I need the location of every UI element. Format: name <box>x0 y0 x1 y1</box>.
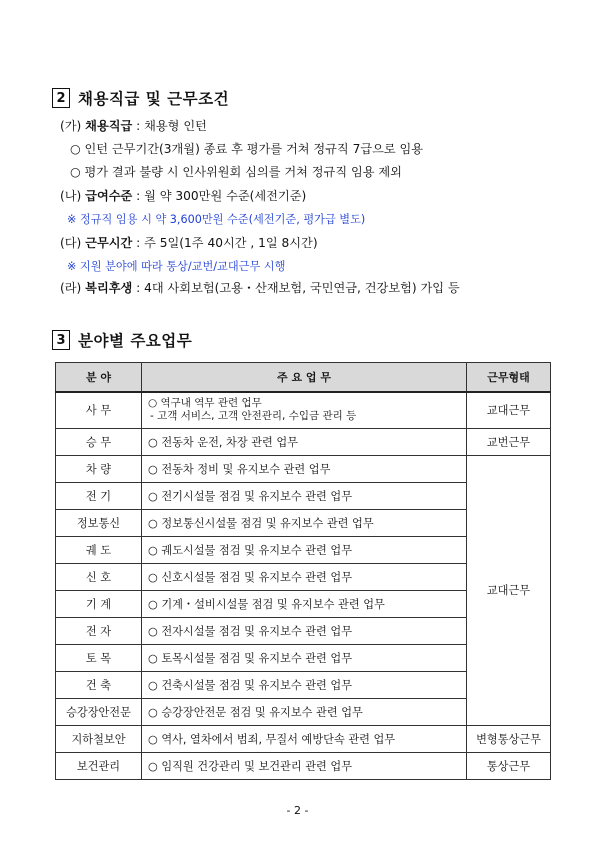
item-b: (나) 급여수준 : 월 약 300만원 수준(세전기준) <box>60 189 307 203</box>
section-number: 2 <box>52 88 70 108</box>
table-row <box>56 725 551 752</box>
item-c-note: ※ 지원 분야에 따라 통상/교번/교대근무 시행 <box>67 260 286 273</box>
task-cell: ○ 토목시설물 점검 및 유지보수 관련 업무 <box>142 644 467 671</box>
section-number: 3 <box>52 330 70 350</box>
section-title: 분야별 주요업무 <box>78 332 193 350</box>
page-number: - 2 - <box>286 804 309 817</box>
field-cell: 차 량 <box>56 455 142 482</box>
item-a-bullet-1: ○ 인턴 근무기간(3개월) 종료 후 평가를 거쳐 정규직 7급으로 임용 <box>70 142 424 156</box>
task-sub: - 고객 서비스, 고객 안전관리, 수입금 관리 등 <box>150 410 357 423</box>
field-cell: 궤 도 <box>56 536 142 563</box>
work-cell: 교대근무 <box>467 455 551 725</box>
item-d-label: 복리후생 <box>85 281 133 295</box>
field-cell: 사 무 <box>56 392 142 428</box>
task-cell: ○ 역구내 역무 관련 업무 - 고객 서비스, 고객 안전관리, 수입금 관리 등 <box>142 392 467 428</box>
table-header-row <box>56 363 551 393</box>
section-2-heading <box>52 87 229 109</box>
field-cell: 전 자 <box>56 617 142 644</box>
task-cell: ○ 전동차 운전, 차장 관련 업무 <box>142 428 467 455</box>
header-task: 주 요 업 무 <box>142 363 467 393</box>
table-row <box>56 428 551 455</box>
item-c: (다) 근무시간 : 주 5일(1주 40시간 , 1일 8시간) <box>60 236 318 250</box>
task-cell: ○ 승강장안전문 점검 및 유지보수 관련 업무 <box>142 698 467 725</box>
task-cell: ○ 전자시설물 점검 및 유지보수 관련 업무 <box>142 617 467 644</box>
table-row <box>56 752 551 779</box>
task-cell: ○ 건축시설물 점검 및 유지보수 관련 업무 <box>142 671 467 698</box>
section-title: 채용직급 및 근무조건 <box>78 90 230 108</box>
work-cell: 교대근무 <box>467 392 551 428</box>
field-cell: 전 기 <box>56 482 142 509</box>
task-cell: ○ 신호시설물 점검 및 유지보수 관련 업무 <box>142 563 467 590</box>
work-cell: 교번근무 <box>467 428 551 455</box>
field-cell: 승 무 <box>56 428 142 455</box>
field-cell: 건 축 <box>56 671 142 698</box>
field-cell: 승강장안전문 <box>56 698 142 725</box>
field-cell: 정보통신 <box>56 509 142 536</box>
section-3-heading <box>52 329 192 351</box>
item-b-label: 급여수준 <box>85 189 133 203</box>
task-cell: ○ 임직원 건강관리 및 보건관리 관련 업무 <box>142 752 467 779</box>
work-cell: 변형통상근무 <box>467 725 551 752</box>
item-a-bullet-2: ○ 평가 결과 불량 시 인사위원회 심의를 거쳐 정규직 임용 제외 <box>70 165 402 179</box>
duties-table <box>55 362 551 780</box>
field-cell: 보건관리 <box>56 752 142 779</box>
work-cell: 통상근무 <box>467 752 551 779</box>
item-a-label: 채용직급 <box>85 119 133 133</box>
task-cell: ○ 정보통신시설물 점검 및 유지보수 관련 업무 <box>142 509 467 536</box>
table-row <box>56 392 551 428</box>
item-b-note: ※ 정규직 임용 시 약 3,600만원 수준(세전기준, 평가급 별도) <box>67 213 366 226</box>
header-field: 분 야 <box>56 363 142 393</box>
field-cell: 기 계 <box>56 590 142 617</box>
item-a: (가) 채용직급 : 채용형 인턴 <box>60 119 207 133</box>
task-cell: ○ 전기시설물 점검 및 유지보수 관련 업무 <box>142 482 467 509</box>
field-cell: 신 호 <box>56 563 142 590</box>
field-cell: 지하철보안 <box>56 725 142 752</box>
item-c-label: 근무시간 <box>85 236 133 250</box>
task-cell: ○ 역사, 열차에서 범죄, 무질서 예방단속 관련 업무 <box>142 725 467 752</box>
table-row <box>56 455 551 482</box>
field-cell: 토 목 <box>56 644 142 671</box>
task-cell: ○ 궤도시설물 점검 및 유지보수 관련 업무 <box>142 536 467 563</box>
task-cell: ○ 기계・설비시설물 점검 및 유지보수 관련 업무 <box>142 590 467 617</box>
task-cell: ○ 전동차 정비 및 유지보수 관련 업무 <box>142 455 467 482</box>
header-work: 근무형태 <box>467 363 551 393</box>
item-d: (라) 복리후생 : 4대 사회보험(고용・산재보험, 국민연금, 건강보험) 가입 등 <box>60 281 460 295</box>
